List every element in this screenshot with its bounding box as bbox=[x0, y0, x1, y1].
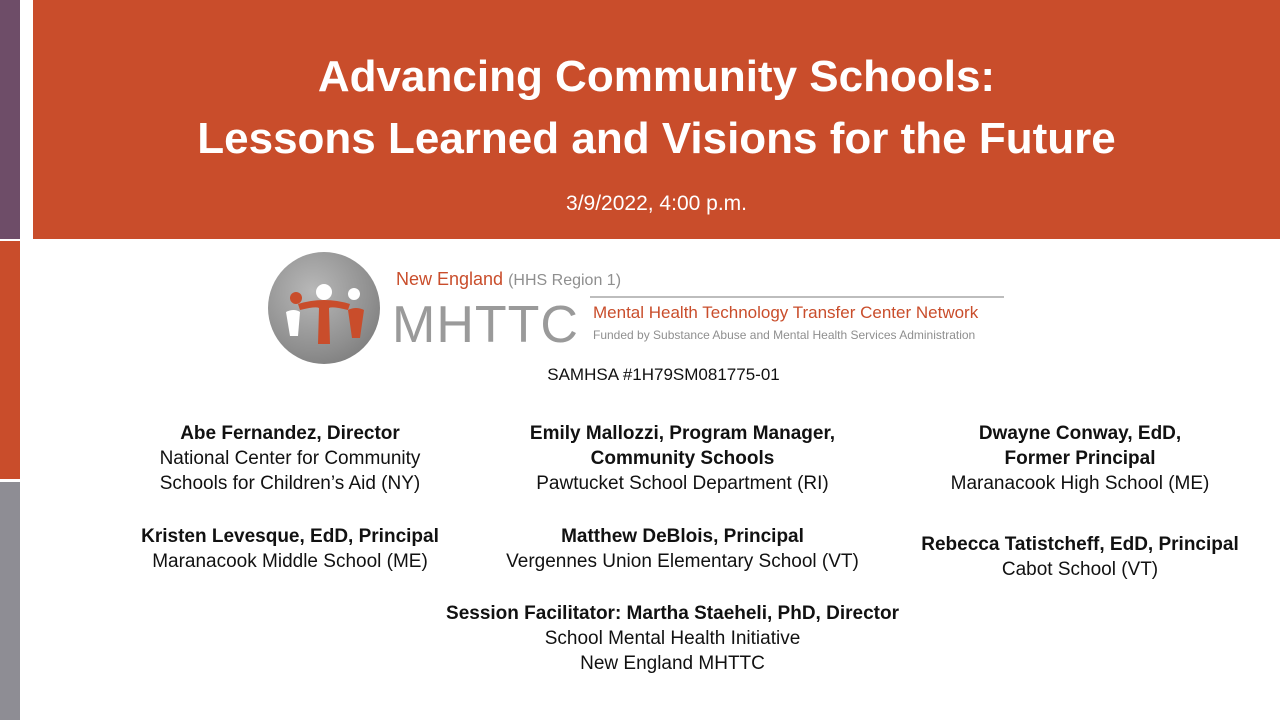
speaker-name: Dwayne Conway, EdD, bbox=[978, 423, 1182, 444]
logo-divider bbox=[590, 296, 1004, 298]
logo-network-name: Mental Health Technology Transfer Center Network bbox=[593, 303, 979, 322]
mhttc-logo bbox=[268, 252, 1010, 368]
speaker-block bbox=[120, 524, 460, 574]
logo-funded-by: Funded by Substance Abuse and Mental Health Services Administration bbox=[593, 328, 976, 342]
title-banner bbox=[33, 0, 1280, 239]
session-date: 3/9/2022, 4:00 p.m. bbox=[566, 192, 747, 215]
logo-region bbox=[396, 268, 621, 292]
speaker-name: Abe Fernandez, Director bbox=[180, 423, 400, 444]
facilitator-affiliation: School Mental Health Initiative bbox=[544, 628, 801, 649]
speaker-block bbox=[890, 421, 1270, 496]
sidebar-accent-orange bbox=[0, 241, 20, 479]
speaker-block bbox=[120, 421, 460, 496]
grant-number: SAMHSA #1H79SM081775-01 bbox=[547, 365, 780, 384]
speaker-name: Matthew DeBlois, Principal bbox=[561, 526, 804, 547]
sidebar-accent-gray bbox=[0, 482, 20, 720]
speaker-name: Emily Mallozzi, Program Manager, bbox=[529, 423, 836, 444]
logo-region-detail: (HHS Region 1) bbox=[508, 272, 622, 289]
logo-wordmark: MHTTC bbox=[392, 296, 579, 354]
speaker-title: Former Principal bbox=[1004, 448, 1156, 469]
speaker-affiliation: Cabot School (VT) bbox=[1001, 559, 1159, 580]
speaker-block bbox=[470, 421, 895, 496]
speaker-affiliation: Pawtucket School Department (RI) bbox=[536, 473, 829, 494]
speaker-affiliation: Maranacook Middle School (ME) bbox=[152, 551, 428, 572]
people-emblem-icon bbox=[268, 252, 380, 364]
slide-title-line-2: Lessons Learned and Visions for the Future bbox=[197, 114, 1116, 163]
facilitator-name: Session Facilitator: Martha Staeheli, PhD, Director bbox=[446, 603, 899, 624]
logo-region-name: New England bbox=[396, 269, 504, 289]
speaker-title: Community Schools bbox=[590, 448, 775, 469]
speaker-block bbox=[470, 524, 895, 574]
facilitator-affiliation: New England MHTTC bbox=[580, 653, 765, 674]
speaker-affiliation: Vergennes Union Elementary School (VT) bbox=[506, 551, 859, 572]
speaker-affiliation: Schools for Children’s Aid (NY) bbox=[159, 473, 421, 494]
speaker-name: Kristen Levesque, EdD, Principal bbox=[141, 526, 439, 547]
slide-title-line-1: Advancing Community Schools: bbox=[317, 52, 996, 101]
facilitator-block bbox=[390, 601, 955, 676]
sidebar-accent-purple bbox=[0, 0, 20, 239]
speaker-affiliation: National Center for Community bbox=[159, 448, 421, 469]
speaker-block bbox=[890, 532, 1270, 582]
speaker-affiliation: Maranacook High School (ME) bbox=[950, 473, 1210, 494]
speaker-name: Rebecca Tatistcheff, EdD, Principal bbox=[921, 534, 1239, 555]
